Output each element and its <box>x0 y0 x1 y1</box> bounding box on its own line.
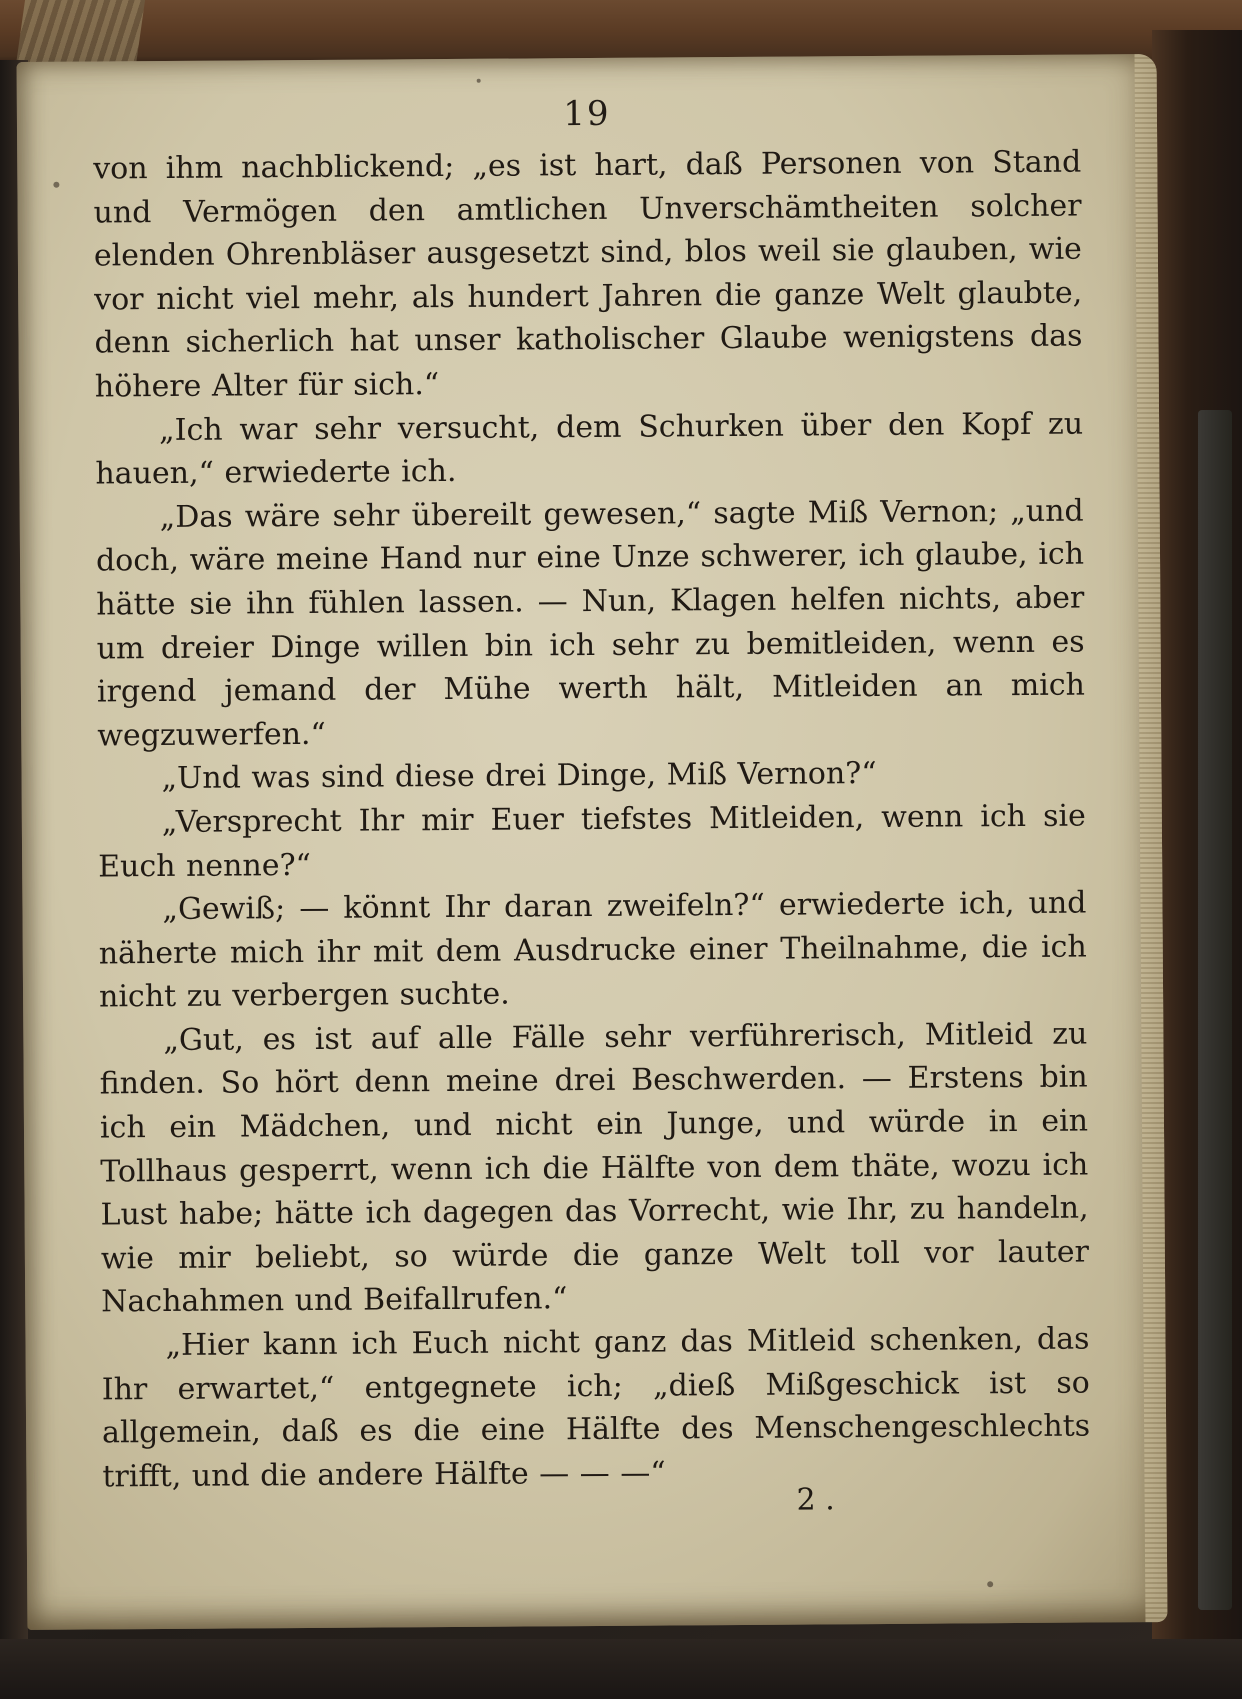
paragraph: „Hier kann ich Euch nicht ganz das Mitleid schenken, das Ihr erwartet,“ entgegnete ich; „dieß Mißgeschick ist so allgemein, daß es die eine Hälfte des Menschengeschlechts trifft, und die andere Hälfte — — —“ <box>101 1321 1091 1495</box>
catchword: 2 . <box>796 1482 835 1518</box>
paragraph: „Das wäre sehr übereilt gewesen,“ sagte Miß Vernon; „und doch, wäre meine Hand nur eine Unze schwerer, ich glaube, ich hätte sie ihn fühlen lassen. — Nun, Klagen helfen nichts, aber um dreier Dinge willen bin ich sehr zu bemitleiden, wenn es irgend jemand der Mühe werth hält, Mitleiden an mich wegzuwerfen.“ <box>95 493 1086 754</box>
paper-speck <box>53 182 59 188</box>
paragraph: „Ich war sehr versucht, dem Schurken über den Kopf zu hauen,“ erwiederte ich. <box>95 406 1084 492</box>
page-number: 19 <box>563 93 611 135</box>
paragraph: „Und was sind diese drei Dinge, Miß Vernon?“ <box>161 756 877 797</box>
paragraph: „Gut, es ist auf alle Fälle sehr verführerisch, Mitleid zu finden. So hört denn meine drei Beschwerden. — Erstens bin ich ein Mädchen, und nicht ein Junge, und würde in ein Tollhaus gesperrt, wenn ich die Hälfte von dem thäte, wozu ich Lust habe; hätte ich dagegen das Vorrecht, wie Ihr, zu handeln, wie mir beliebt, so würde die ganze Welt toll vor lauter Nachahmen und Beifallrufen.“ <box>99 1016 1089 1320</box>
paper-speck <box>477 79 481 83</box>
book-page <box>17 54 1168 1630</box>
paragraph: von ihm nachblickend; „es ist hart, daß Personen von Stand und Vermögen den amtlichen Unverschämtheiten solcher elenden Ohrenbläser ausgesetzt sind, blos weil sie glauben, wie vor nicht viel mehr, als hundert Jahren die ganze Welt glaubte, denn sicherlich hat unser katholischer Glaube wenigstens das höhere Alter für sich.“ <box>93 144 1083 405</box>
cover-cloth-strip <box>1198 410 1232 1610</box>
paragraph: „Versprecht Ihr mir Euer tiefstes Mitleiden, wenn ich sie Euch nenne?“ <box>98 798 1086 884</box>
book-cover-bottom <box>0 1639 1242 1699</box>
paper-speck <box>987 1581 993 1587</box>
paragraph: „Gewiß; — könnt Ihr daran zweifeln?“ erwiederte ich, und näherte mich ihr mit dem Ausdrucke einer Theilnahme, die ich nicht zu verbergen suchte. <box>98 885 1087 1015</box>
body-text <box>93 141 1090 1499</box>
